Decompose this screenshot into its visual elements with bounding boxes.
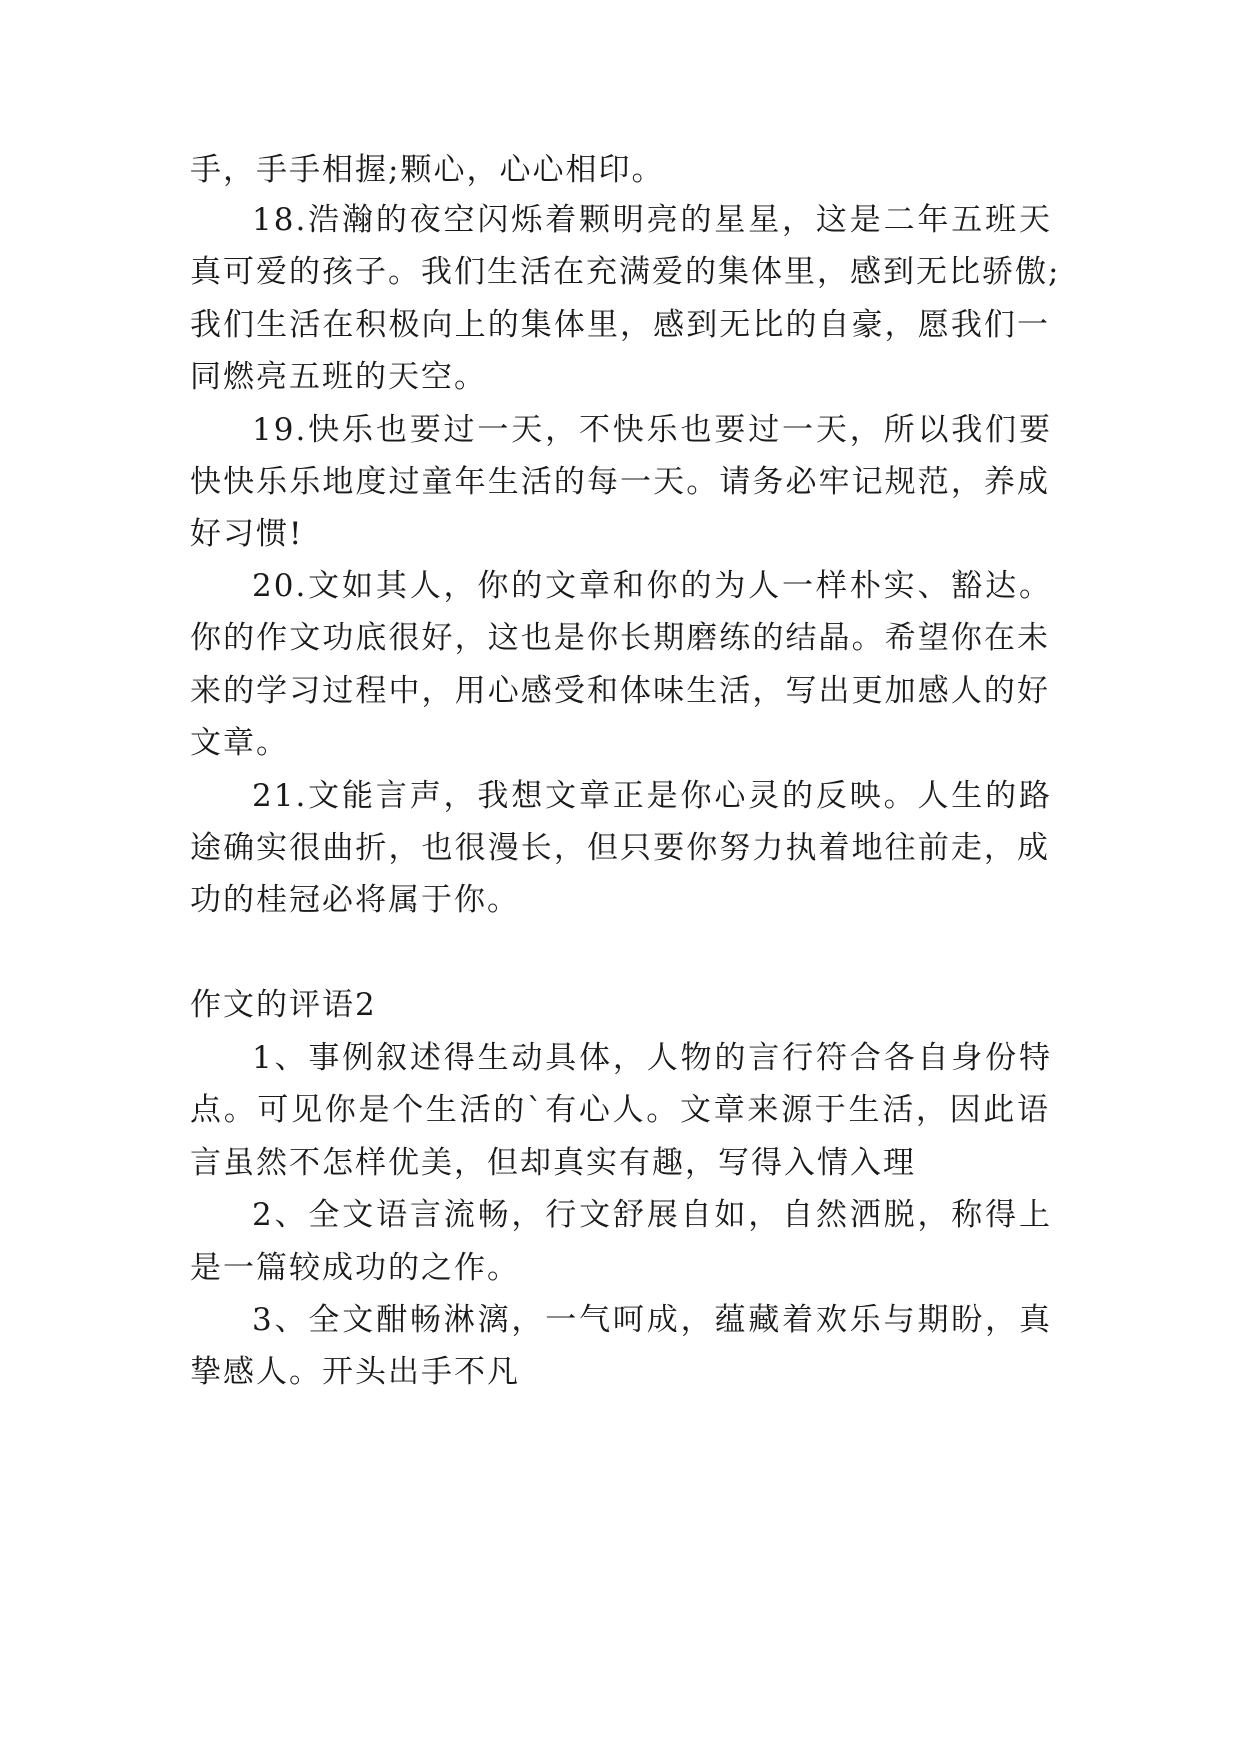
- section-title: 作文的评语2: [190, 987, 377, 1023]
- section-comment-1-line-3: 言虽然不怎样优美，但却真实有趣，写得入情入理: [190, 1145, 916, 1181]
- paragraph-line: 手，手手相握;颗心，心心相印。: [190, 152, 665, 188]
- section-comment-1-line-1: 1、事例叙述得生动具体，人物的言行符合各自身份特: [252, 1040, 1052, 1076]
- section-comment-3-line-2: 挚感人。开头出手不凡: [190, 1354, 520, 1390]
- comment-19-line-2: 快快乐乐地度过童年生活的每一天。请务必牢记规范，养成: [190, 464, 1050, 500]
- section-comment-3-line-1: 3、全文酣畅淋漓，一气呵成，蕴藏着欢乐与期盼，真: [252, 1302, 1052, 1338]
- comment-20-line-3: 来的学习过程中，用心感受和体味生活，写出更加感人的好: [190, 673, 1050, 709]
- comment-18-line-4: 同燃亮五班的天空。: [190, 359, 487, 395]
- comment-19-line-3: 好习惯!: [190, 516, 304, 552]
- comment-18-line-2: 真可爱的孩子。我们生活在充满爱的集体里，感到无比骄傲;: [190, 254, 1061, 290]
- section-comment-2-line-1: 2、全文语言流畅，行文舒展自如，自然洒脱，称得上: [252, 1197, 1052, 1233]
- comment-21-line-2: 途确实很曲折，也很漫长，但只要你努力执着地往前走，成: [190, 830, 1050, 866]
- comment-18-line-1: 18.浩瀚的夜空闪烁着颗明亮的星星，这是二年五班天: [252, 202, 1052, 238]
- comment-19-line-1: 19.快乐也要过一天，不快乐也要过一天，所以我们要: [252, 412, 1052, 448]
- section-comment-1-line-2: 点。可见你是个生活的`有心人。文章来源于生活，因此语: [190, 1092, 1050, 1128]
- comment-21-line-3: 功的桂冠必将属于你。: [190, 882, 520, 918]
- comment-20-line-4: 文章。: [190, 725, 289, 761]
- comment-18-line-3: 我们生活在积极向上的集体里，感到无比的自豪，愿我们一: [190, 307, 1050, 343]
- section-comment-2-line-2: 是一篇较成功的之作。: [190, 1250, 520, 1286]
- comment-20-line-2: 你的作文功底很好，这也是你长期磨练的结晶。希望你在未: [190, 620, 1050, 656]
- comment-20-line-1: 20.文如其人，你的文章和你的为人一样朴实、豁达。: [252, 568, 1052, 604]
- comment-21-line-1: 21.文能言声，我想文章正是你心灵的反映。人生的路: [252, 778, 1052, 814]
